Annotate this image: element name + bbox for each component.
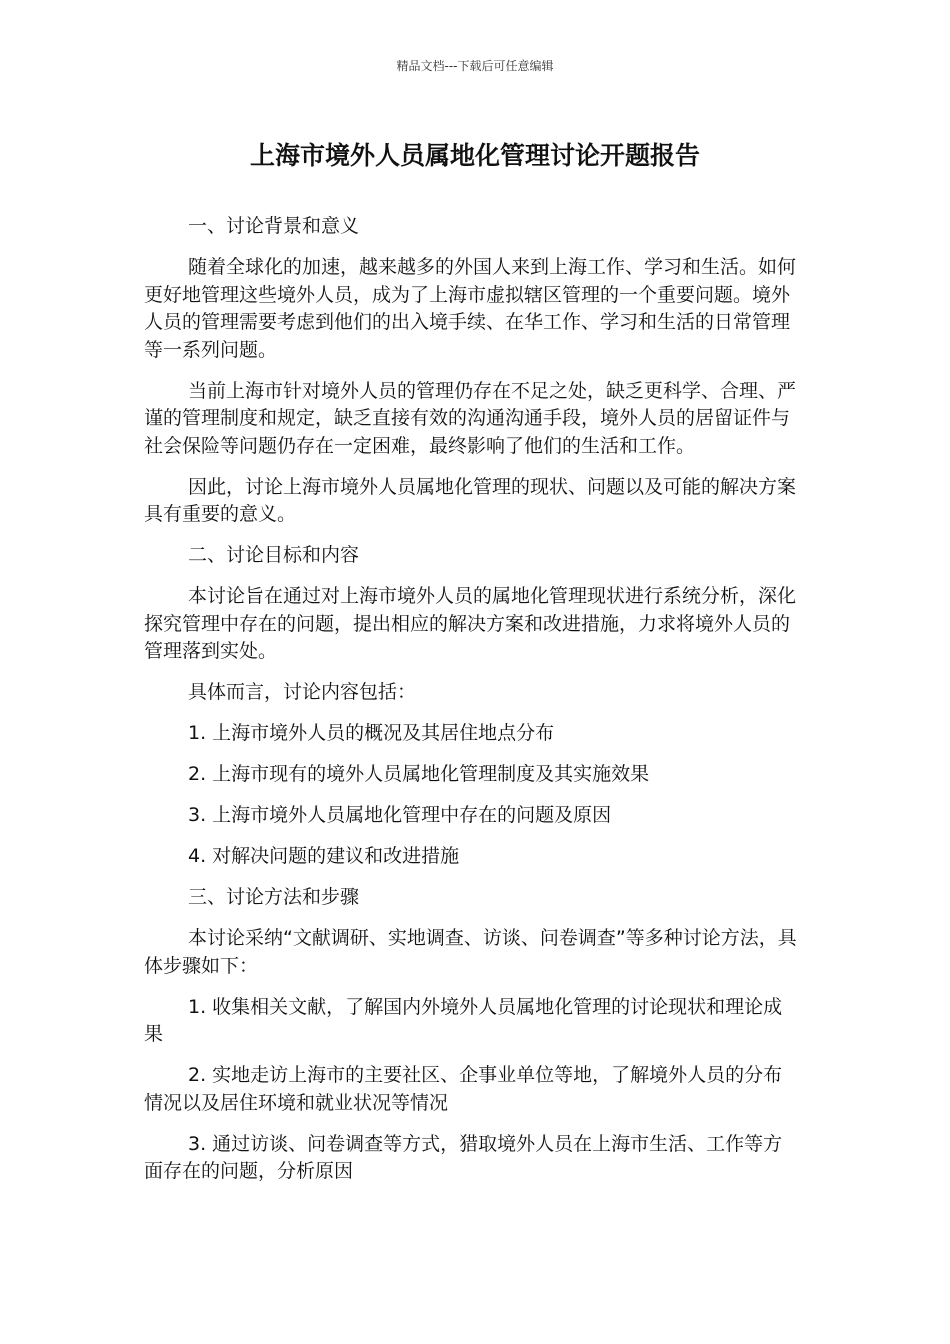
section-heading-background: 一、讨论背景和意义 <box>188 215 360 237</box>
page-header: 精品文档---下载后可任意编辑 <box>396 59 554 73</box>
list-item: 3. 通过访谈、问卷调查等方式，猎取境外人员在上海市生活、工作等方面存在的问题，分析原因 <box>144 1132 783 1182</box>
list-item: 4. 对解决问题的建议和改进措施 <box>188 845 460 867</box>
section-heading-methods: 三、讨论方法和步骤 <box>188 886 360 908</box>
list-item: 2. 上海市现有的境外人员属地化管理制度及其实施效果 <box>188 763 650 785</box>
list-item: 1. 上海市境外人员的概况及其居住地点分布 <box>188 722 555 744</box>
document-title: 上海市境外人员属地化管理讨论开题报告 <box>249 141 700 170</box>
list-item: 3. 上海市境外人员属地化管理中存在的问题及原因 <box>188 804 612 826</box>
paragraph: 随着全球化的加速，越来越多的外国人来到上海工作、学习和生活。如何更好地管理这些境外人员，成为了上海市虚拟辖区管理的一个重要问题。境外人员的管理需要考虑到他们的出入境手续、在华工作、学习和生活的日常管理等一系列问题。 <box>144 256 797 361</box>
paragraph: 因此，讨论上海市境外人员属地化管理的现状、问题以及可能的解决方案具有重要的意义。 <box>144 475 797 525</box>
section-heading-goals: 二、讨论目标和内容 <box>188 544 360 566</box>
paragraph: 当前上海市针对境外人员的管理仍存在不足之处，缺乏更科学、合理、严谨的管理制度和规定，缺乏直接有效的沟通沟通手段，境外人员的居留证件与社会保险等问题仍存在一定困难，最终影响了他们的生活和工作。 <box>144 379 797 457</box>
paragraph: 具体而言，讨论内容包括： <box>188 681 417 703</box>
list-item: 2. 实地走访上海市的主要社区、企事业单位等地，了解境外人员的分布情况以及居住环境和就业状况等情况 <box>144 1064 783 1114</box>
list-item: 1. 收集相关文献，了解国内外境外人员属地化管理的讨论现状和理论成果 <box>144 995 783 1045</box>
paragraph: 本讨论采纳“文献调研、实地调查、访谈、问卷调查”等多种讨论方法，具体步骤如下： <box>144 927 797 977</box>
document-body <box>144 213 800 1199</box>
paragraph: 本讨论旨在通过对上海市境外人员的属地化管理现状进行系统分析，深化探究管理中存在的问题，提出相应的解决方案和改进措施，力求将境外人员的管理落到实处。 <box>144 585 797 662</box>
